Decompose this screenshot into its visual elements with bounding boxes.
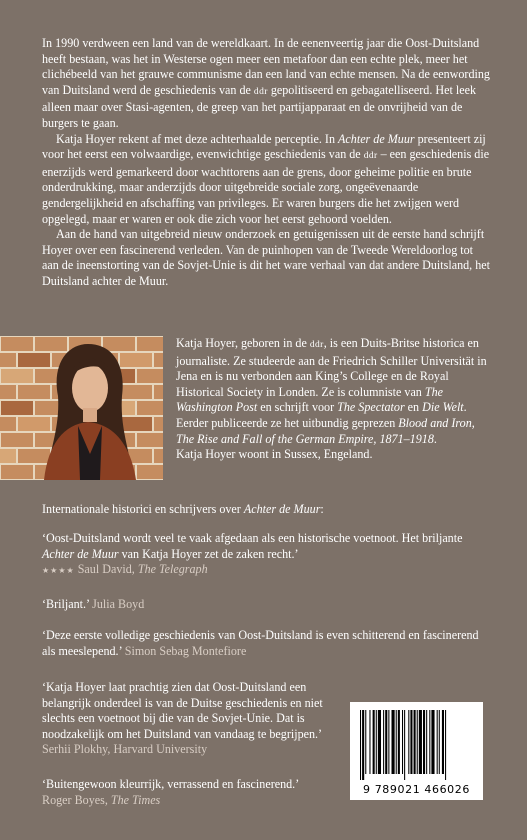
barcode-bar — [404, 710, 405, 780]
barcode-bar — [402, 710, 403, 774]
review-saul-david: ‘Oost-Duitsland wordt veel te vaak afgedaan als een historische voetnoot. Het briljante Achter de Muur van Katja Hoyer zet de zaken recht.’ ★★★★ Saul David, The Telegraph — [42, 531, 463, 577]
blurb-paragraph-1: In 1990 verdween een land van de wereldkaart. In de eenenveertig jaar die Oost-Duitsland heeft bestaan, was het in Westerse ogen meer een metafoor dan een echte plek, meer het clichébeeld van het grauwe communisme dan een land van echte mensen. Na de eenwording van Duitsland werd de geschiedenis van de ddr gepolitiseerd en gebagatelliseerd. Het leek alleen maar over Stasi-agenten, de greep van het partijapparaat en de onvrijheid van de burgers te gaan. — [42, 36, 490, 130]
isbn-digits: 9 789021 466026 — [363, 783, 470, 796]
barcode-bar — [385, 710, 387, 774]
barcode-bar — [437, 710, 438, 774]
rating-stars-icon: ★★★★ — [42, 566, 75, 576]
barcode-bar — [396, 710, 397, 774]
barcode-bar — [392, 710, 395, 774]
barcode-bar — [410, 710, 412, 774]
author-residence: Katja Hoyer woont in Sussex, Engeland. — [176, 447, 373, 462]
barcode-bar — [376, 710, 377, 774]
blurb-paragraph-3: Aan de hand van uitgebreid nieuw onderzoek en getuigenissen uit de eerste hand schrijft Hoyer over een fascinerend verleden. Van de puinhopen van de Tweede Wereldoorlog tot aan de ineenstorting van de Sovjet-Unie is dit het ware verhaal van dat andere Duitsland, het Duitsland achter de Muur. — [42, 227, 490, 288]
reviews-heading: Internationale historici en schrijvers over Achter de Muur: — [42, 502, 324, 516]
barcode-bar — [373, 710, 375, 774]
author-bio — [176, 336, 494, 463]
barcode-bars — [350, 702, 483, 782]
barcode-bar — [414, 710, 416, 774]
barcode-bar — [383, 710, 384, 774]
barcode-bar — [417, 710, 418, 774]
review-julia-boyd: ‘Briljant.’ Julia Boyd — [42, 597, 145, 611]
isbn-barcode — [350, 702, 483, 800]
blurb-paragraph-2: Katja Hoyer rekent af met deze achterhaalde perceptie. In Achter de Muur presenteert zij voor het eerst een volwaardige, evenwichtige geschiedenis van de ddr – een geschiedenis die enerzijds werd gemarkeerd door wachttorens aan de grens, door geheime politie en brute onderdrukking, maar anderzijds door uitgebreide sociale zorg, ongeëvenaarde gendergelijkheid en afschaffing van privileges. Er waren burgers die het zwijgen werd opgelegd, maar er waren er ook die zich voor het eerst gehoord voelden. — [42, 131, 490, 226]
barcode-bar — [439, 710, 440, 774]
barcode-bar — [426, 710, 427, 774]
barcode-bar — [365, 710, 366, 774]
blurb — [42, 36, 490, 290]
author-bio-text: Katja Hoyer, geboren in de ddr, is een Duits-Britse historica en journaliste. Ze studeerde aan de Friedrich Schiller Universität in Jena en is nu verbonden aan King’s College en de Royal Historical Society in Londen. Ze is columniste van The Washington Post en schrijft voor The Spectator en Die Welt. Eerder publiceerde ze het uitbundig geprezen Blood and Iron, The Rise and Fall of the German Empire, 1871–1918. — [176, 336, 487, 446]
review-serhii-plokhy: ‘Katja Hoyer laat prachtig zien dat Oost-Duitsland een belangrijk onderdeel is van de Duitse geschiedenis en niet slechts een voetnoot bij die van de Sovjet-Unie. Dat is noodzakelijk om het Duitsland van vandaag te begrijpen.’ Serhii Plokhy, Harvard University — [42, 680, 323, 757]
barcode-bar — [429, 710, 430, 774]
barcode-bar — [445, 710, 446, 780]
review-simon-sebag-montefiore: ‘Deze eerste volledige geschiedenis van Oost-Duitsland is even schitterend en fascinerend als meeslepend.’ Simon Sebag Montefiore — [42, 628, 479, 658]
barcode-bar — [360, 710, 361, 780]
barcode-bar — [408, 710, 409, 774]
barcode-bar — [419, 710, 422, 774]
barcode-bar — [442, 710, 444, 774]
review-roger-boyes: ‘Buitengewoon kleurrijk, verrassend en fascinerend.’ Roger Boyes, The Times — [42, 777, 300, 807]
barcode-bar — [369, 710, 370, 774]
barcode-bar — [378, 710, 381, 774]
barcode-bar — [362, 710, 364, 780]
barcode-bar — [388, 710, 389, 774]
barcode-bar — [423, 710, 425, 774]
author-photo — [0, 336, 163, 480]
barcode-bar — [431, 710, 434, 774]
barcode-bar — [398, 710, 400, 774]
